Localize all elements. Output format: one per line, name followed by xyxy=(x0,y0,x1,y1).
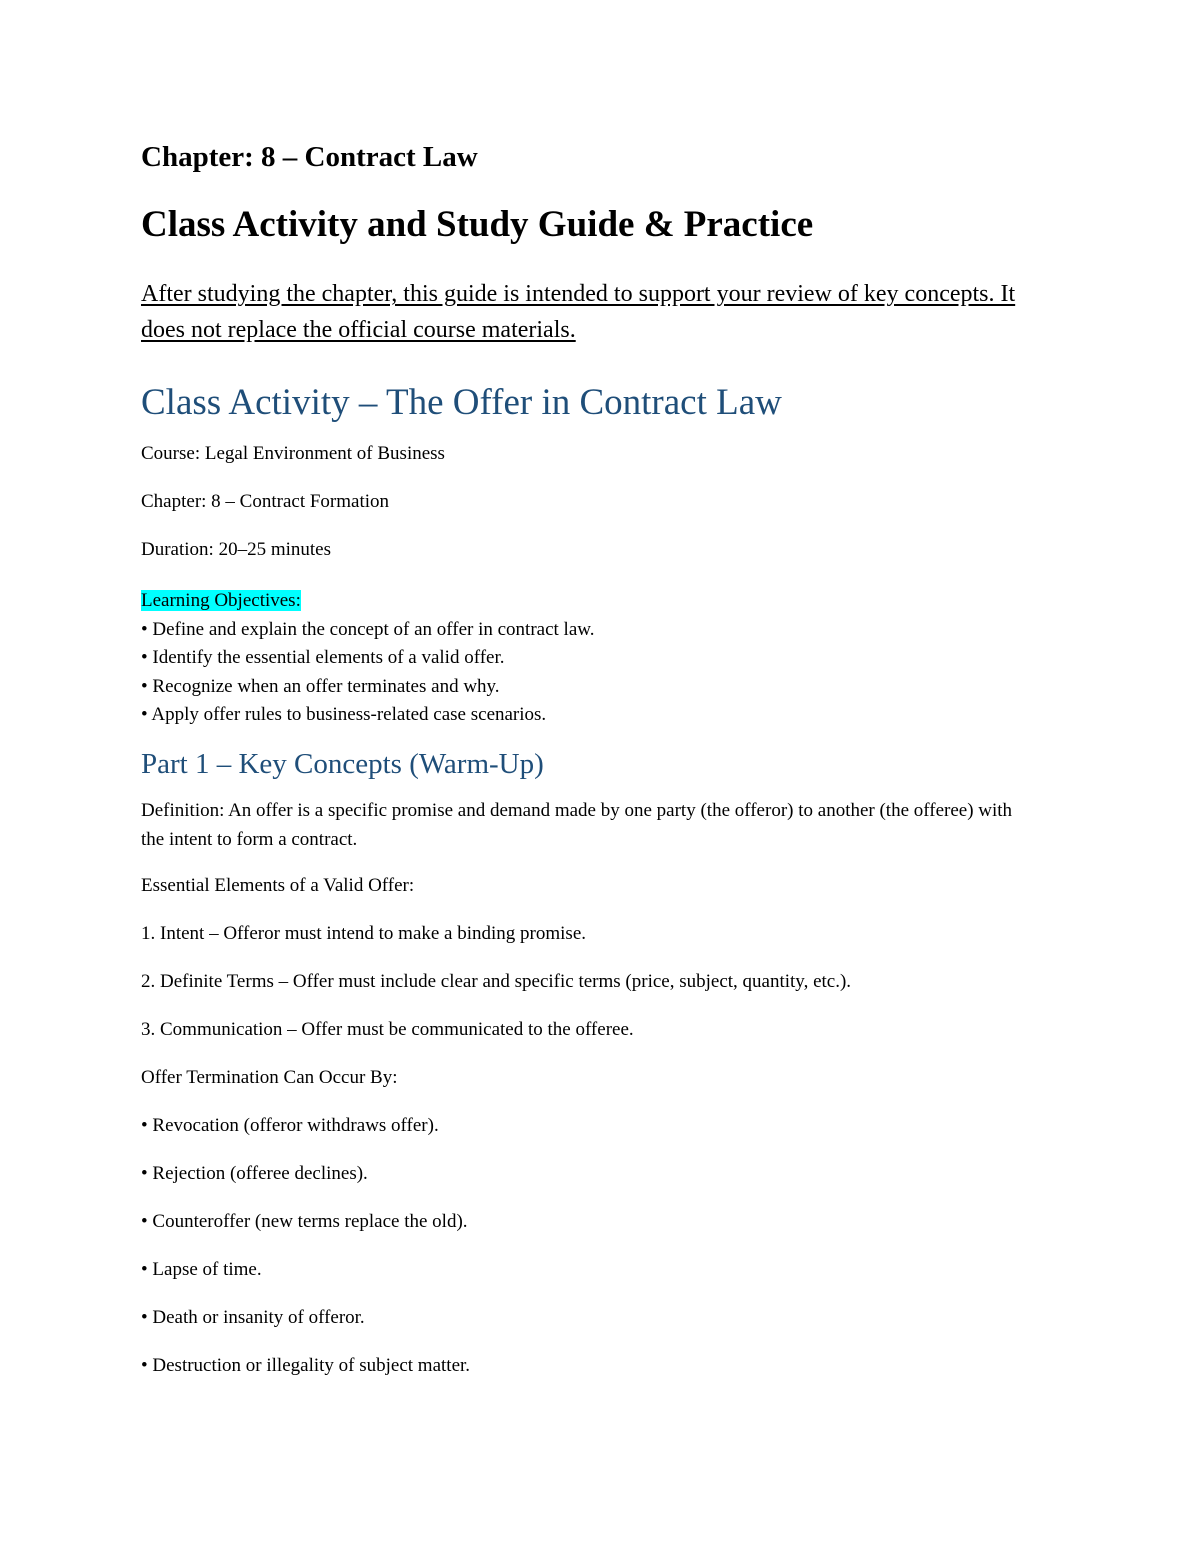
element-item: 3. Communication – Offer must be communicated to the offeree. xyxy=(141,1019,634,1040)
part1-heading: Part 1 – Key Concepts (Warm-Up) xyxy=(141,748,544,780)
definition-paragraph: Definition: An offer is a specific promise and demand made by one party (the offeror) to another (the offeree) with the intent to form a contract. xyxy=(141,800,1013,850)
page-title: Class Activity and Study Guide & Practice xyxy=(141,204,814,245)
chapter-line: Chapter: 8 – Contract Formation xyxy=(141,491,390,512)
objective-item: • Apply offer rules to business-related case scenarios. xyxy=(141,704,547,725)
termination-item: • Counteroffer (new terms replace the old). xyxy=(141,1211,468,1232)
objective-item: • Define and explain the concept of an offer in contract law. xyxy=(141,618,595,640)
termination-item: • Destruction or illegality of subject matter. xyxy=(141,1355,471,1376)
duration-line: Duration: 20–25 minutes xyxy=(141,539,331,560)
course-line: Course: Legal Environment of Business xyxy=(141,443,445,464)
termination-item: • Rejection (offeree declines). xyxy=(141,1163,368,1184)
objective-item: • Recognize when an offer terminates and why. xyxy=(141,675,500,697)
element-item: 2. Definite Terms – Offer must include clear and specific terms (price, subject, quantity, etc.). xyxy=(141,971,852,992)
chapter-title: Chapter: 8 – Contract Law xyxy=(141,141,478,173)
elements-label: Essential Elements of a Valid Offer: xyxy=(141,875,415,896)
learning-objectives xyxy=(141,587,595,730)
intro-note: After studying the chapter, this guide is intended to support your review of key concepts. It does not replace the official course materials. xyxy=(141,281,1016,343)
activity-heading: Class Activity – The Offer in Contract Law xyxy=(141,382,782,423)
termination-label: Offer Termination Can Occur By: xyxy=(141,1067,398,1088)
termination-item: • Death or insanity of offeror. xyxy=(141,1307,365,1328)
element-item: 1. Intent – Offeror must intend to make a binding promise. xyxy=(141,923,587,944)
termination-item: • Lapse of time. xyxy=(141,1259,262,1280)
termination-item: • Revocation (offeror withdraws offer). xyxy=(141,1115,439,1136)
objectives-label: Learning Objectives: xyxy=(141,590,301,611)
objective-item: • Identify the essential elements of a valid offer. xyxy=(141,647,505,668)
